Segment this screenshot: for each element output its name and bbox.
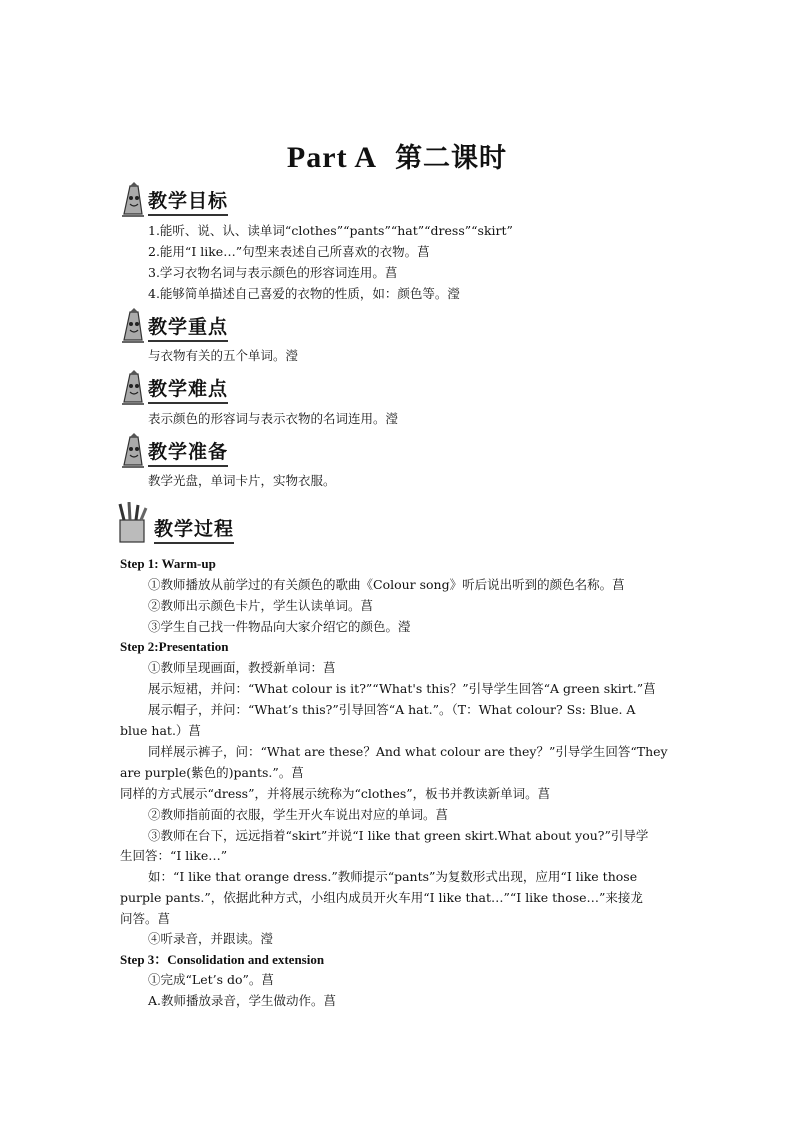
step1-item-3: ③学生自己找一件物品向大家介绍它的颜色。瀅: [148, 619, 411, 634]
step2-heading: Step 2:Presentation: [120, 639, 229, 654]
title-english: Part A: [286, 141, 378, 174]
step2-item-3b: blue hat.）菖: [120, 723, 201, 738]
pencil-mascot-icon: [116, 182, 146, 218]
step2-item-8c: 问答。菖: [120, 911, 171, 926]
pencil-mascot-icon: [116, 370, 146, 406]
step1-item-2: ②教师出示颜色卡片，学生认读单词。菖: [148, 598, 374, 613]
step3-heading: Step 3：Consolidation and extension: [120, 952, 325, 967]
section-difficult-label: 教学难点: [148, 374, 228, 404]
step2-item-7a: ③教师在台下，远远指着“skirt”并说“I like that green skirt.What about you?”引导学: [148, 828, 649, 843]
difficult-text: 表示颜色的形容词与表示衣物的名词连用。瀅: [148, 411, 399, 426]
step2-item-4a: 同样展示裤子，问：“What are these？And what colour are they？”引导学生回答“They: [148, 744, 668, 759]
pencil-mascot-icon: [116, 433, 146, 469]
step2-item-2: 展示短裙，并问：“What colour is it?”“What's this？”引导学生回答“A green skirt.”菖: [148, 681, 656, 696]
step2-item-4b: are purple(紫色的)pants.”。菖: [120, 765, 304, 780]
key-text: 与衣物有关的五个单词。瀅: [148, 348, 299, 363]
goal-line-4: 4.能够简单描述自己喜爱的衣物的性质，如：颜色等。瀅: [148, 286, 460, 301]
step1-item-1: ①教师播放从前学过的有关颜色的歌曲《Colour song》听后说出听到的颜色名称。菖: [148, 577, 625, 592]
step2-item-8b: purple pants.”，依据此种方式，小组内成员开火车用“I like that…”“I like those…”来接龙: [120, 890, 643, 905]
section-process-label: 教学过程: [154, 514, 234, 544]
step2-item-8a: 如：“I like that orange dress.”教师提示“pants”为复数形式出现，应用“I like those: [148, 869, 638, 884]
goal-line-3: 3.学习衣物名词与表示颜色的形容词连用。菖: [148, 265, 398, 280]
pencil-mascot-icon: [116, 308, 146, 344]
section-goals-label: 教学目标: [148, 186, 228, 216]
section-prep-label: 教学准备: [148, 437, 228, 467]
page-title: [0, 136, 794, 175]
step2-item-5: 同样的方式展示“dress”，并将展示统称为“clothes”，板书并教读新单词。菖: [120, 786, 551, 801]
step2-item-9: ④听录音，并跟读。瀅: [148, 931, 274, 946]
pencil-cup-icon: [116, 502, 150, 544]
step1-heading: Step 1: Warm-up: [120, 556, 216, 571]
step2-item-6: ②教师指前面的衣服，学生开火车说出对应的单词。菖: [148, 807, 449, 822]
step2-item-1: ①教师呈现画面，教授新单词：菖: [148, 660, 336, 675]
goal-line-1: 1.能听、说、认、读单词“clothes”“pants”“hat”“dress”“skirt”: [148, 223, 513, 238]
goal-line-2: 2.能用“I like…”句型来表述自己所喜欢的衣物。菖: [148, 244, 430, 259]
step2-item-3a: 展示帽子，并问：“What’s this?”引导回答“A hat.”。（T：What colour? Ss: Blue. A: [148, 702, 636, 717]
step2-item-7b: 生回答：“I like…”: [120, 848, 228, 863]
section-key-label: 教学重点: [148, 312, 228, 342]
step3-item-1: ①完成“Let’s do”。菖: [148, 972, 274, 987]
step3-item-2: A.教师播放录音，学生做动作。菖: [148, 993, 337, 1008]
prep-text: 教学光盘，单词卡片，实物衣服。: [148, 473, 336, 488]
title-chinese: 第二课时: [395, 143, 508, 174]
